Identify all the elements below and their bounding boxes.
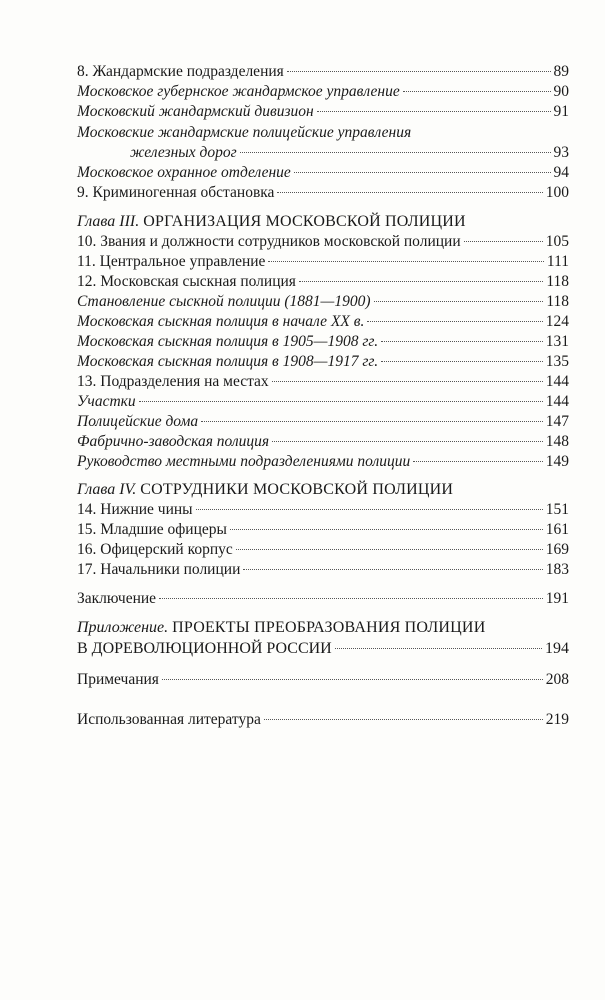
toc-entry: 8. Жандармские подразделения 89 xyxy=(77,63,569,80)
toc-entry: 12. Московская сыскная полиция 118 xyxy=(77,273,569,290)
toc-entry: 10. Звания и должности сотрудников московской полиции 105 xyxy=(77,233,569,250)
toc-entry: Московское охранное отделение 94 xyxy=(77,164,569,181)
toc-entry: Использованная литература 219 xyxy=(77,711,569,728)
toc-entry: Полицейские дома 147 xyxy=(77,413,569,430)
toc-entry: Фабрично-заводская полиция 148 xyxy=(77,433,569,450)
toc-entry: 15. Младшие офицеры 161 xyxy=(77,521,569,538)
toc-entry: 13. Подразделения на местах 144 xyxy=(77,373,569,390)
toc-entry: Руководство местными подразделениями полиции 149 xyxy=(77,453,569,470)
toc-entry: 14. Нижние чины 151 xyxy=(77,501,569,518)
toc-entry: Московская сыскная полиция в 1908—1917 гг. 135 xyxy=(77,353,569,370)
toc-entry: Московская сыскная полиция в начале XX в. 124 xyxy=(77,313,569,330)
toc-entry: В ДОРЕВОЛЮЦИОННОЙ РОССИИ 194 xyxy=(77,640,569,657)
toc-entry: Московский жандармский дивизион 91 xyxy=(77,103,569,120)
toc-entry: железных дорог 93 xyxy=(130,144,569,161)
toc-entry: Становление сыскной полиции (1881—1900) 118 xyxy=(77,293,569,310)
toc-entry: Примечания 208 xyxy=(77,671,569,688)
toc-entry: Московская сыскная полиция в 1905—1908 гг. 131 xyxy=(77,333,569,350)
toc-entry: 17. Начальники полиции 183 xyxy=(77,561,569,578)
toc-entry: Заключение 191 xyxy=(77,590,569,607)
toc-entry: 9. Криминогенная обстановка 100 xyxy=(77,184,569,201)
toc-entry: Московские жандармские полицейские управления xyxy=(77,124,412,141)
appendix-heading: Приложение. ПРОЕКТЫ ПРЕОБРАЗОВАНИЯ ПОЛИЦИИ xyxy=(77,619,486,636)
toc-entry: 16. Офицерский корпус 169 xyxy=(77,541,569,558)
chapter-heading: Глава IV. СОТРУДНИКИ МОСКОВСКОЙ ПОЛИЦИИ xyxy=(77,481,454,498)
toc-entry: 11. Центральное управление 111 xyxy=(77,253,569,270)
toc-entry: Участки 144 xyxy=(77,393,569,410)
toc-entry: Московское губернское жандармское управление 90 xyxy=(77,83,569,100)
chapter-heading: Глава III. ОРГАНИЗАЦИЯ МОСКОВСКОЙ ПОЛИЦИИ xyxy=(77,213,466,230)
